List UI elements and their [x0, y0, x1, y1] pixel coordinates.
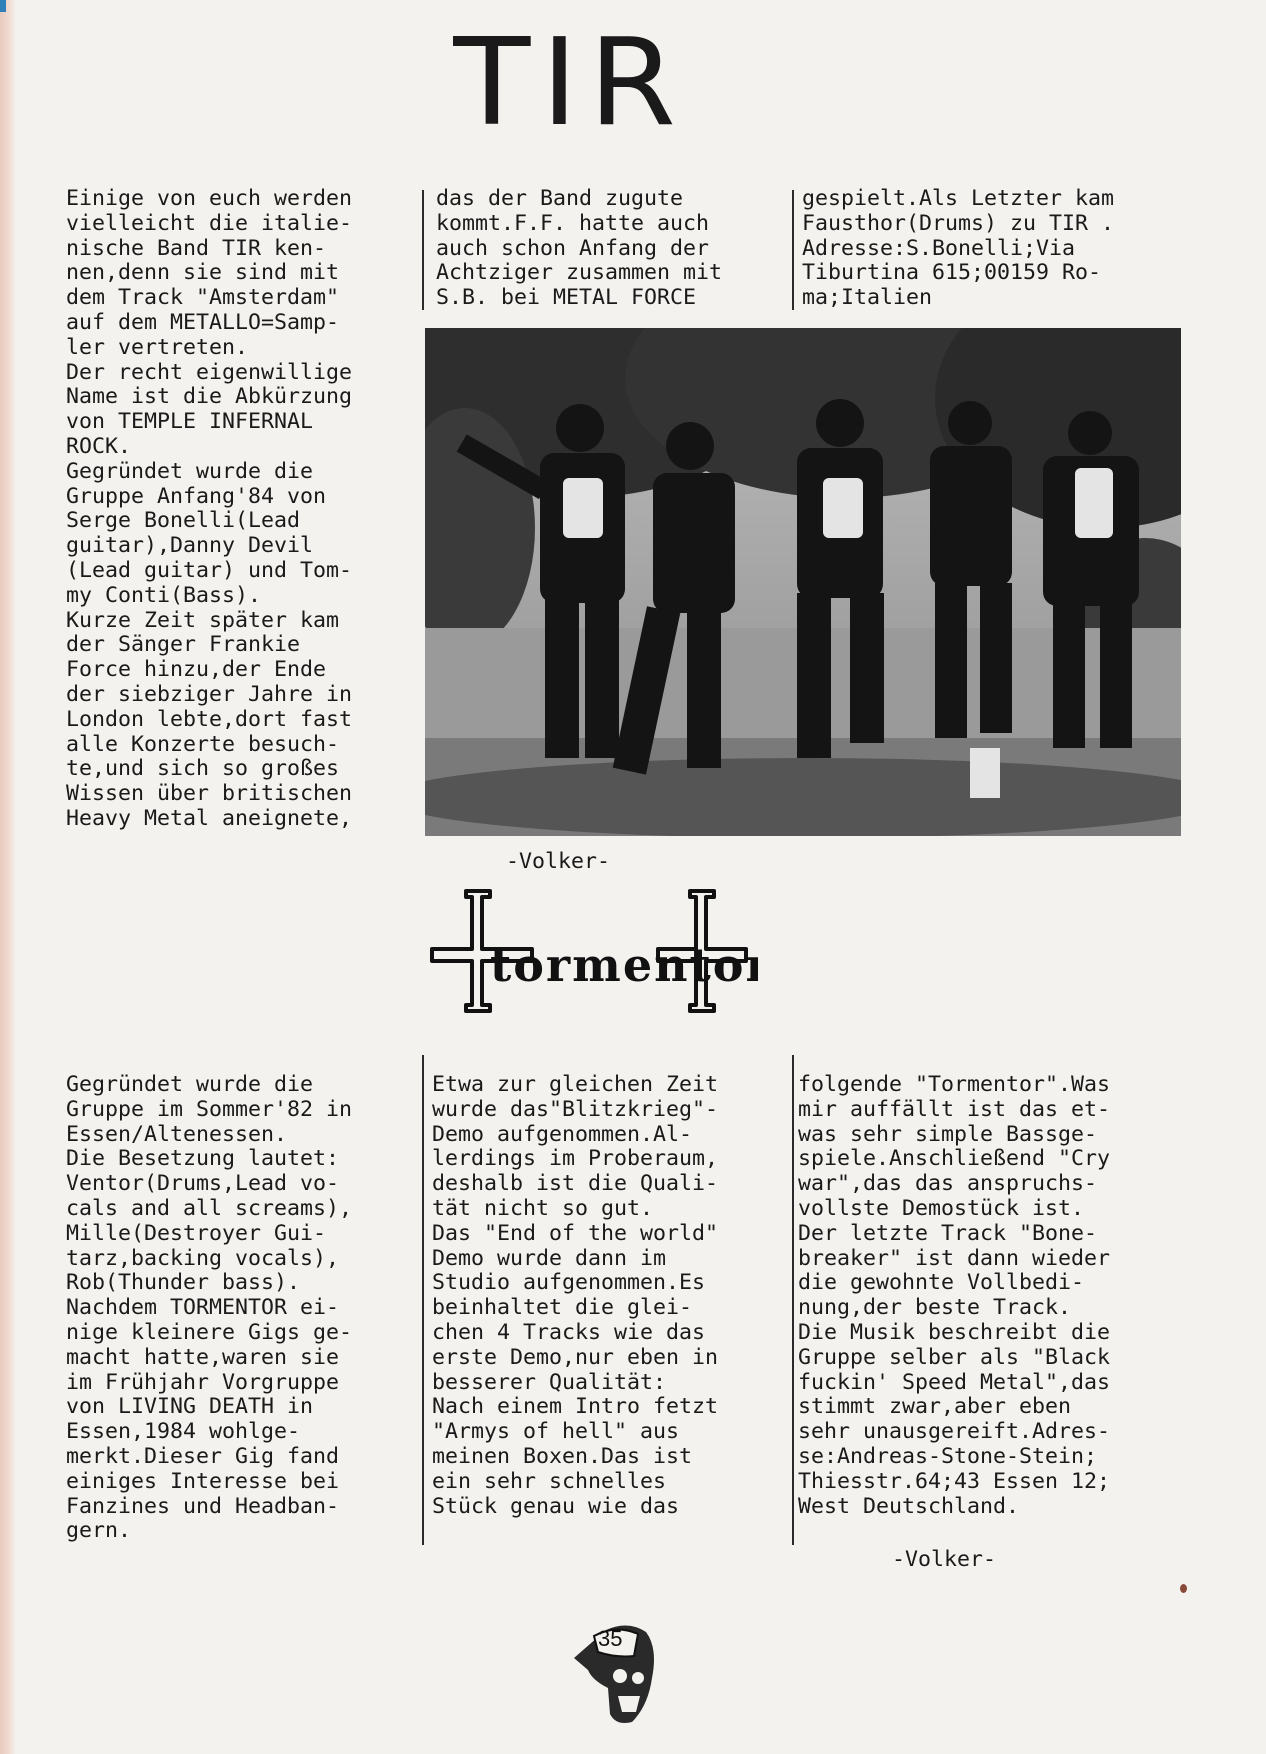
tormentor-column-1: Gegründet wurde die Gruppe im Sommer'82 in Essen/Altenessen. Die Besetzung lautet: Ventor(Drums,Lead vo- cals and all screams), Mille(Destroyer Gui- tarz,backing vocals), Rob(Thunder bass). Nachdem TORMENTOR ei- nige kleinere Gigs ge- macht hatte,waren sie im Frühjahr Vorgruppe von LIVING DEATH in Essen,1984 wohlge- merkt.Dieser Gig fand einiges Interesse bei Fanzines und Headban- gern. [66, 1072, 353, 1544]
tormentor-signature: -Volker- [892, 1547, 997, 1572]
tormentor-logo [428, 885, 758, 1025]
tormentor-column-2: Etwa zur gleichen Zeit wurde das"Blitzkrieg"- Demo aufgenommen.Al- lerdings im Proberaum, deshalb ist die Quali- tät nicht so gut. Das "End of the world" Demo wurde dann im Studio aufgenommen.Es beinhaltet die glei- chen 4 Tracks wie das erste Demo,nur eben in besserer Qualität: Nach einem Intro fetzt "Armys of hell" aus meinen Boxen.Das ist ein sehr schnelles Stück genau wie das [432, 1072, 719, 1519]
band-photo [425, 328, 1181, 836]
page-edge-mark [0, 0, 6, 12]
paper-speck [1180, 1584, 1187, 1593]
tir-column-2: das der Band zugute kommt.F.F. hatte auch auch schon Anfang der Achtziger zusammen mit S.B. bei METAL FORCE [436, 186, 723, 311]
band-photo-image [425, 328, 1181, 836]
column-divider [422, 1055, 424, 1545]
tir-signature: -Volker- [506, 849, 611, 874]
tormentor-column-3: folgende "Tormentor".Was mir auffällt ist das et- was sehr simple Bassge- spiele.Anschließend "Cry war",das das anspruchs- vollste Demostück ist. Der letzte Track "Bone- breaker" ist dann wieder die gewohnte Vollbedi- nung,der beste Track. Die Musik beschreibt die Gruppe selber als "Black fuckin' Speed Metal",das stimmt zwar,aber eben sehr unausgereift.Adres- se:Andreas-Stone-Stein; Thiesstr.64;43 Essen 12; West Deutschland. [798, 1072, 1111, 1519]
page-number-badge [568, 1618, 660, 1728]
column-divider [792, 1055, 794, 1545]
page-number: 35 [598, 1626, 623, 1651]
article-title-tir: TIR [453, 14, 687, 153]
page-edge [0, 0, 16, 1754]
column-divider [422, 190, 424, 310]
tormentor-logo-text: tormentor [490, 938, 758, 992]
column-divider [792, 190, 794, 310]
tir-column-3: gespielt.Als Letzter kam Fausthor(Drums) zu TIR . Adresse:S.Bonelli;Via Tiburtina 615;00159 Ro- ma;Italien [802, 186, 1115, 311]
tormentor-logo-graphic [428, 885, 758, 1025]
tir-column-1: Einige von euch werden vielleicht die italie- nische Band TIR ken- nen,denn sie sind mit dem Track "Amsterdam" auf dem METALLO=Samp- ler vertreten. Der recht eigenwillige Name ist die Abkürzung von TEMPLE INFERNAL ROCK. Gegründet wurde die Gruppe Anfang'84 von Serge Bonelli(Lead guitar),Danny Devil (Lead guitar) und Tom- my Conti(Bass). Kurze Zeit später kam der Sänger Frankie Force hinzu,der Ende der siebziger Jahre in London lebte,dort fast alle Konzerte besuch- te,und sich so großes Wissen über britischen Heavy Metal aneignete, [66, 186, 353, 831]
